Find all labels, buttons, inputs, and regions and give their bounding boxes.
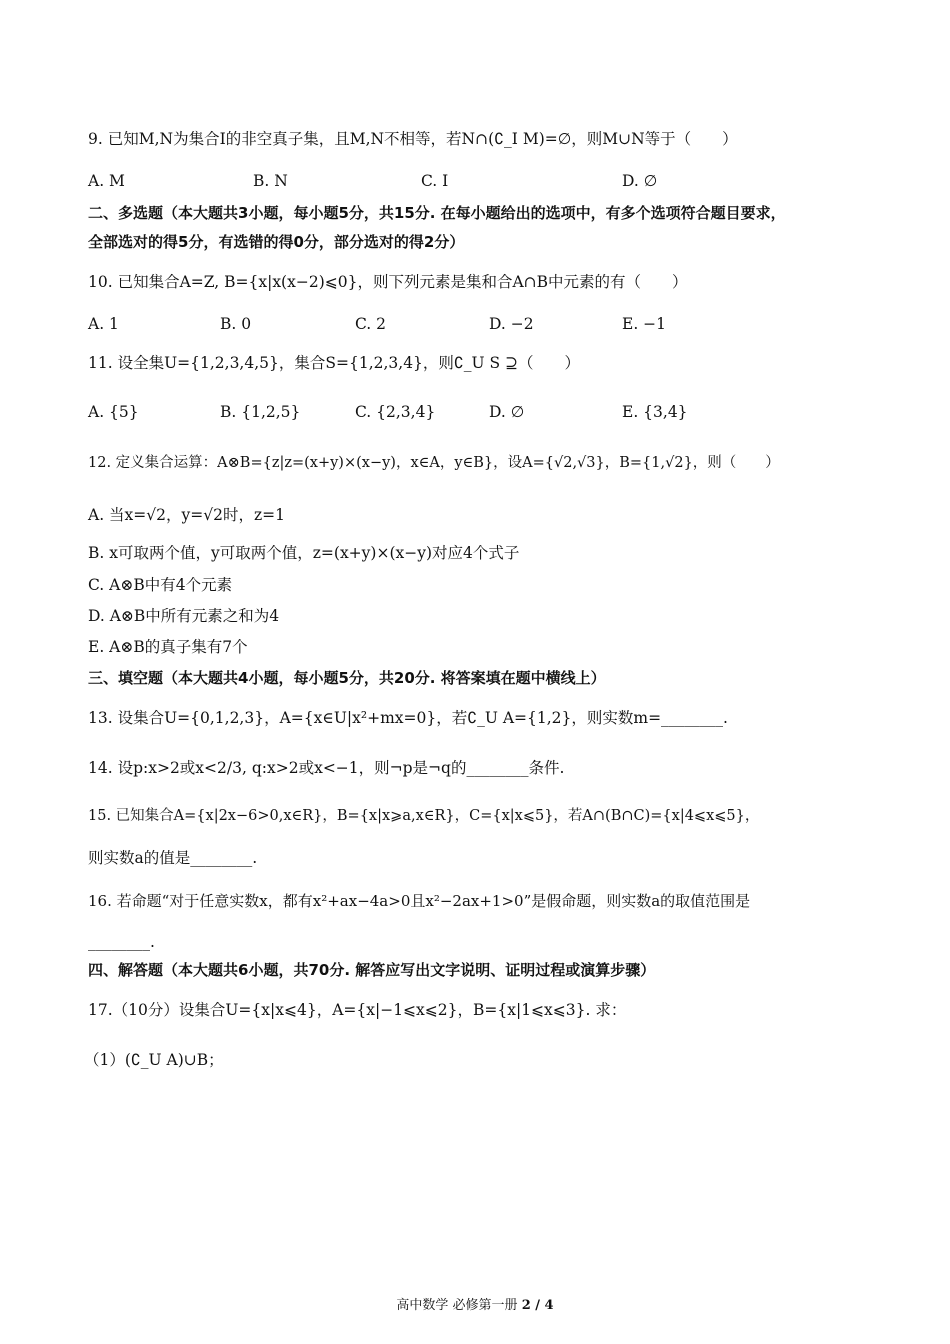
q17-part1: （1）(∁_U A)∪B；	[84, 1051, 224, 1069]
q16-stem: 16. 若命题“对于任意实数x，都有x²+ax−4a>0且x²−2ax+1>0”是假命题，则实数a的取值范围是	[88, 892, 751, 910]
q12-option-a: A. 当x=√2，y=√2时，z=1	[88, 506, 286, 524]
section3-heading: 三、填空题（本大题共4小题，每小题5分，共20分. 将答案填在题中横线上）	[88, 669, 606, 687]
q11-option-d: D. ∅	[489, 403, 525, 421]
q11-option-e: E. {3,4}	[622, 403, 688, 421]
q16-stem-cont: ________.	[88, 933, 155, 951]
q14-stem: 14. 设p:x>2或x<2/3, q:x>2或x<−1，则¬p是¬q的________条件.	[88, 759, 565, 777]
q11-option-a: A. {5}	[88, 403, 139, 421]
q11-option-b: B. {1,2,5}	[220, 403, 301, 421]
q10-option-c: C. 2	[355, 315, 387, 333]
q9-option-d: D. ∅	[622, 172, 658, 190]
section2-heading-cont: 全部选对的得5分，有选错的得0分，部分选对的得2分）	[88, 233, 465, 251]
q9-option-b: B. N	[253, 172, 288, 190]
q10-option-d: D. −2	[489, 315, 534, 333]
q9-stem: 9. 已知M,N为集合I的非空真子集，且M,N不相等，若N∩(∁_I M)=∅，则M∪N等于（ ）	[88, 130, 738, 148]
q12-option-e: E. A⊗B的真子集有7个	[88, 638, 248, 656]
q13-stem: 13. 设集合U={0,1,2,3}，A={x∈U|x²+mx=0}，若∁_U A={1,2}，则实数m=________.	[88, 709, 728, 727]
q15-stem: 15. 已知集合A={x|2x−6>0,x∈R}，B={x|x⩾a,x∈R}，C={x|x⩽5}，若A∩(B∩C)={x|4⩽x⩽5}，	[88, 808, 760, 824]
q9-option-c: C. I	[421, 172, 449, 190]
q11-option-c: C. {2,3,4}	[355, 403, 436, 421]
q10-option-a: A. 1	[88, 315, 119, 333]
page-footer	[0, 1297, 950, 1315]
q12-option-c: C. A⊗B中有4个元素	[88, 576, 233, 594]
q10-option-b: B. 0	[220, 315, 252, 333]
q9-option-a: A. M	[88, 172, 125, 190]
q17-stem: 17.（10分）设集合U={x|x⩽4}，A={x|−1⩽x⩽2}，B={x|1⩽x⩽3}. 求：	[88, 1001, 627, 1019]
q15-stem-cont: 则实数a的值是________.	[88, 849, 258, 867]
q12-stem: 12. 定义集合运算：A⊗B={z|z=(x+y)×(x−y)，x∈A，y∈B}，设A={√2,√3}，B={1,√2}，则（ ）	[88, 455, 780, 471]
section4-heading: 四、解答题（本大题共6小题，共70分. 解答应写出文字说明、证明过程或演算步骤）	[88, 961, 656, 979]
q11-stem: 11. 设全集U={1,2,3,4,5}，集合S={1,2,3,4}，则∁_U S ⊇（ ）	[88, 354, 581, 372]
q12-option-b: B. x可取两个值，y可取两个值，z=(x+y)×(x−y)对应4个式子	[88, 544, 520, 562]
footer-page-number: 2 / 4	[521, 1298, 554, 1313]
section2-heading: 二、多选题（本大题共3小题，每小题5分，共15分. 在每小题给出的选项中，有多个选项符合题目要求，	[88, 204, 786, 222]
q10-stem: 10. 已知集合A=Z, B={x|x(x−2)⩽0}，则下列元素是集和合A∩B中元素的有（ ）	[88, 273, 688, 291]
footer-text: 高中数学 必修第一册	[396, 1298, 522, 1313]
q12-option-d: D. A⊗B中所有元素之和为4	[88, 607, 280, 625]
q10-option-e: E. −1	[622, 315, 667, 333]
